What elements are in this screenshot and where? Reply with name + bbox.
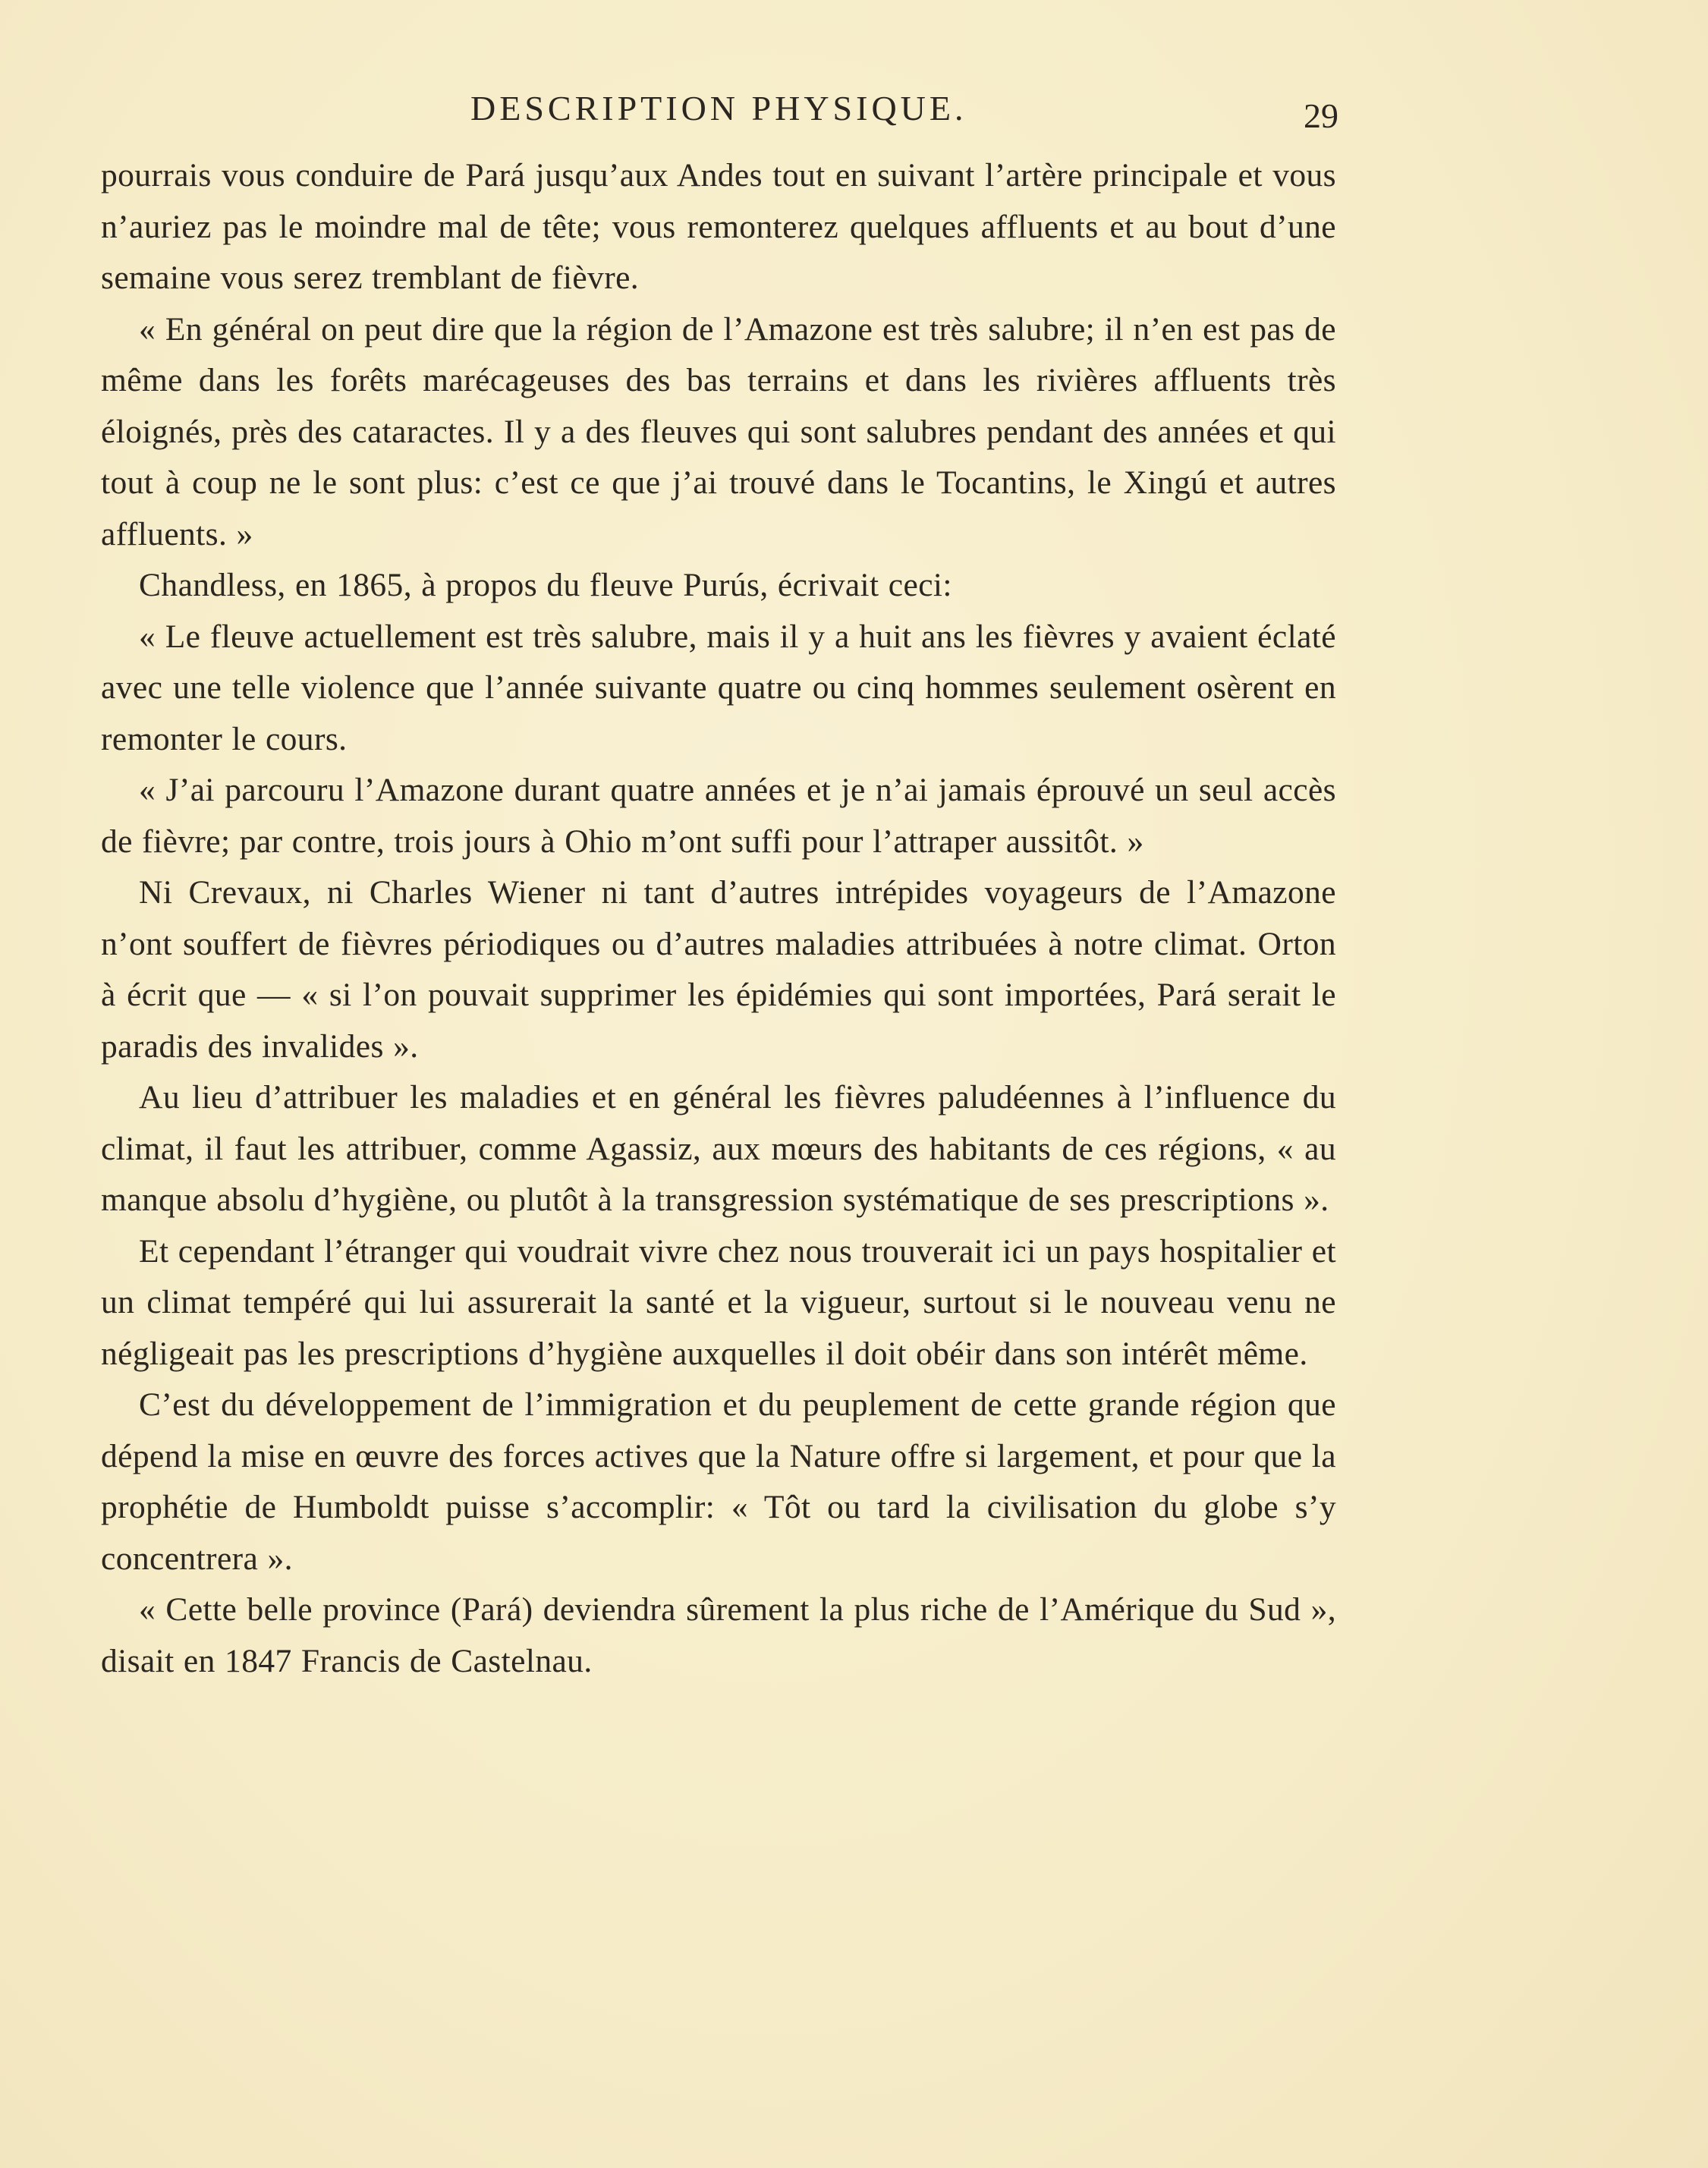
paragraph-quote-purus: « Le fleuve actuellement est très salubre, mais il y a huit ans les fièvres y avaient éclaté avec une telle violence que l’année suivante quatre ou cinq hommes seulement osèrent en remonter le cours. xyxy=(101,618,1336,757)
page-number: 29 xyxy=(1304,96,1338,135)
paragraph-immigration: C’est du développement de l’immigration et du peuplement de cette grande région que dépend la mise en œuvre des forces actives que la Nature offre si largement, et pour que la prophétie de Humboldt puisse s’accomplir: « Tôt ou tard la civilisation du globe s’y concentrera ». xyxy=(101,1386,1336,1577)
paragraph-quote-amazone: « En général on peut dire que la région de l’Amazone est très salubre; il n’en est pas de même dans les forêts marécageuses des bas terrains et dans les rivières affluents très éloignés, près des cataractes. Il y a des fleuves qui sont salubres pendant des années et qui tout à coup ne le sont plus: c’est ce que j’ai trouvé dans le Tocantins, le Xingú et autres affluents. » xyxy=(101,310,1336,552)
paragraph-chandless: Chandless, en 1865, à propos du fleuve Purús, écrivait ceci: xyxy=(139,567,952,603)
paragraph-etranger: Et cependant l’étranger qui voudrait vivre chez nous trouverait ici un pays hospitalier et un climat tempéré qui lui assurerait la santé et la vigueur, surtout si le nouveau venu ne négligeait pas les prescriptions d’hygiène auxquelles il doit obéir dans son intérêt même. xyxy=(101,1232,1336,1372)
paragraph-crevaux-wiener: Ni Crevaux, ni Charles Wiener ni tant d’autres intrépides voyageurs de l’Amazone n’ont souffert de fièvres périodiques ou d’autres maladies attribuées à notre climat. Orton à écrit que — « si l’on pouvait supprimer les épidémies qui sont importées, Pará serait le paradis des invalides ». xyxy=(101,874,1336,1065)
running-title: DESCRIPTION PHYSIQUE. xyxy=(470,89,967,127)
paragraph-continuation: pourrais vous conduire de Pará jusqu’aux Andes tout en suivant l’artère principale et vous n’auriez pas le moindre mal de tête; vous remonterez quelques affluents et au bout d’une semaine vous serez tremblant de fièvre. xyxy=(101,157,1336,296)
paragraph-castelnau: « Cette belle province (Pará) deviendra sûrement la plus riche de l’Amérique du Sud », disait en 1847 Francis de Castelnau. xyxy=(101,1591,1336,1679)
running-head xyxy=(0,82,1708,135)
body-text xyxy=(101,150,1336,1687)
paragraph-agassiz: Au lieu d’attribuer les maladies et en général les fièvres paludéennes à l’influence du climat, il faut les attribuer, comme Agassiz, aux mœurs des habitants de ces régions, « au manque absolu d’hygiène, ou plutôt à la transgression systématique de ses prescriptions ». xyxy=(101,1079,1336,1218)
paragraph-quote-ohio: « J’ai parcouru l’Amazone durant quatre années et je n’ai jamais éprouvé un seul accès de fièvre; par contre, trois jours à Ohio m’ont suffi pour l’attraper aussitôt. » xyxy=(101,772,1336,860)
